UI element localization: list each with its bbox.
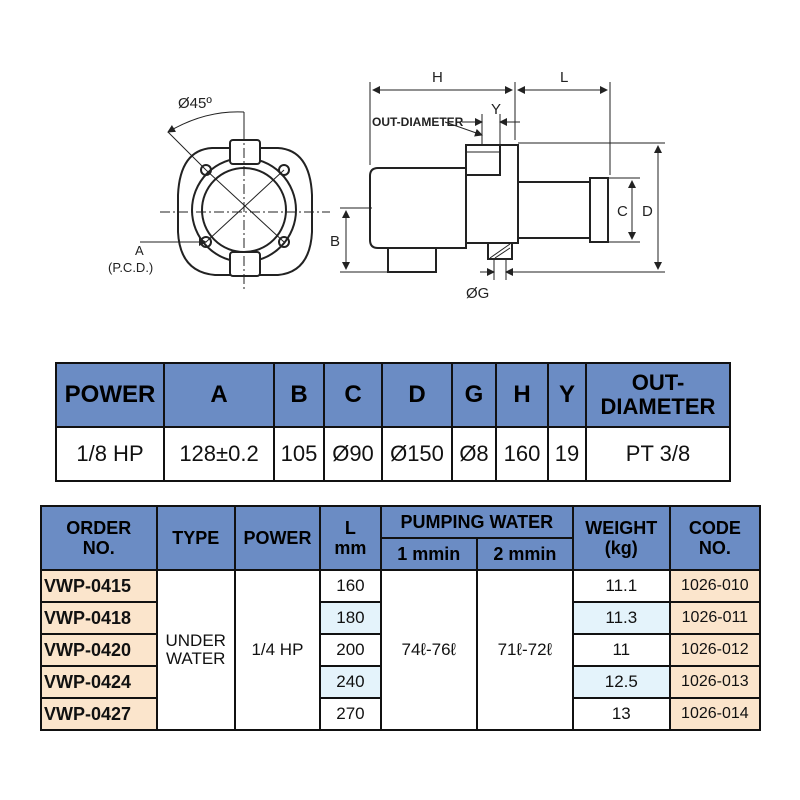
spec-c: Ø90 (324, 427, 382, 481)
type-line2: WATER (165, 649, 226, 668)
c-label: C (617, 203, 628, 220)
spec-header-c: C (324, 363, 382, 427)
order-no-cell: VWP-0415 (41, 570, 157, 602)
weight-cell: 11.3 (573, 602, 670, 634)
spec-b: 105 (274, 427, 324, 481)
spec-a: 128±0.2 (164, 427, 274, 481)
header-pump-2mmin: 2 mmin (477, 538, 573, 570)
spec-d: Ø150 (382, 427, 452, 481)
table-row (41, 570, 760, 602)
spec-header-row (56, 363, 730, 427)
order-table (40, 505, 761, 731)
l-cell: 160 (320, 570, 381, 602)
side-view (370, 145, 608, 272)
spec-header-g: G (452, 363, 496, 427)
header-type: TYPE (157, 506, 235, 570)
spec-outdiameter: PT 3/8 (586, 427, 730, 481)
l-cell: 240 (320, 666, 381, 698)
front-view (140, 112, 330, 290)
header-code-no (670, 506, 760, 570)
order-no-cell: VWP-0427 (41, 698, 157, 730)
spec-header-d: D (382, 363, 452, 427)
header-pumping-water: PUMPING WATER (381, 506, 573, 538)
weight-cell: 12.5 (573, 666, 670, 698)
header-weight (573, 506, 670, 570)
l-cell: 270 (320, 698, 381, 730)
pump-2mmin-cell: 71ℓ-72ℓ (477, 570, 573, 730)
pcd-sub-label: (P.C.D.) (108, 260, 154, 275)
angle-label: Ø45º (178, 95, 212, 112)
order-no-cell: VWP-0418 (41, 602, 157, 634)
code-cell: 1026-012 (670, 634, 760, 666)
header-code-line2: NO. (698, 538, 731, 558)
spec-header-b: B (274, 363, 324, 427)
header-order-line2: NO. (82, 538, 115, 558)
weight-cell: 11.1 (573, 570, 670, 602)
order-no-cell: VWP-0420 (41, 634, 157, 666)
power-cell: 1/4 HP (235, 570, 320, 730)
header-weight-line2: (kg) (604, 538, 638, 558)
technical-drawing (0, 0, 800, 320)
spec-header-outdiameter-line2: DIAMETER (600, 394, 716, 419)
header-weight-line1: WEIGHT (585, 518, 658, 538)
spec-table (55, 362, 731, 482)
order-no-cell: VWP-0424 (41, 666, 157, 698)
spec-g: Ø8 (452, 427, 496, 481)
g-label: ØG (466, 285, 490, 302)
d-label: D (642, 203, 653, 220)
order-header-row-1 (41, 506, 760, 538)
code-cell: 1026-011 (670, 602, 760, 634)
code-cell: 1026-013 (670, 666, 760, 698)
header-pump-1mmin: 1 mmin (381, 538, 477, 570)
y-label: Y (491, 101, 502, 118)
weight-cell: 13 (573, 698, 670, 730)
spec-header-a: A (164, 363, 274, 427)
spec-y: 19 (548, 427, 586, 481)
spec-header-h: H (496, 363, 548, 427)
header-code-line1: CODE (688, 518, 741, 538)
b-label: B (330, 233, 341, 250)
spec-header-outdiameter (586, 363, 730, 427)
l-label: L (560, 69, 569, 86)
code-cell: 1026-014 (670, 698, 760, 730)
header-order-no (41, 506, 157, 570)
header-order-line1: ORDER (66, 518, 132, 538)
header-l (320, 506, 381, 570)
pump-1mmin-cell: 74ℓ-76ℓ (381, 570, 477, 730)
header-l-line2: mm (334, 538, 367, 558)
l-cell: 200 (320, 634, 381, 666)
spec-h: 160 (496, 427, 548, 481)
type-cell (157, 570, 235, 730)
h-label: H (432, 69, 443, 86)
spec-header-outdiameter-line1: OUT- (631, 370, 685, 395)
spec-power: 1/8 HP (56, 427, 164, 481)
l-cell: 180 (320, 602, 381, 634)
spec-header-power: POWER (56, 363, 164, 427)
pcd-label: A (135, 243, 144, 258)
spec-header-y: Y (548, 363, 586, 427)
spec-value-row (56, 427, 730, 481)
type-line1: UNDER (165, 631, 226, 650)
code-cell: 1026-010 (670, 570, 760, 602)
weight-cell: 11 (573, 634, 670, 666)
outdiameter-label: OUT-DIAMETER (372, 115, 464, 129)
header-power: POWER (235, 506, 320, 570)
header-l-line1: L (344, 518, 356, 538)
